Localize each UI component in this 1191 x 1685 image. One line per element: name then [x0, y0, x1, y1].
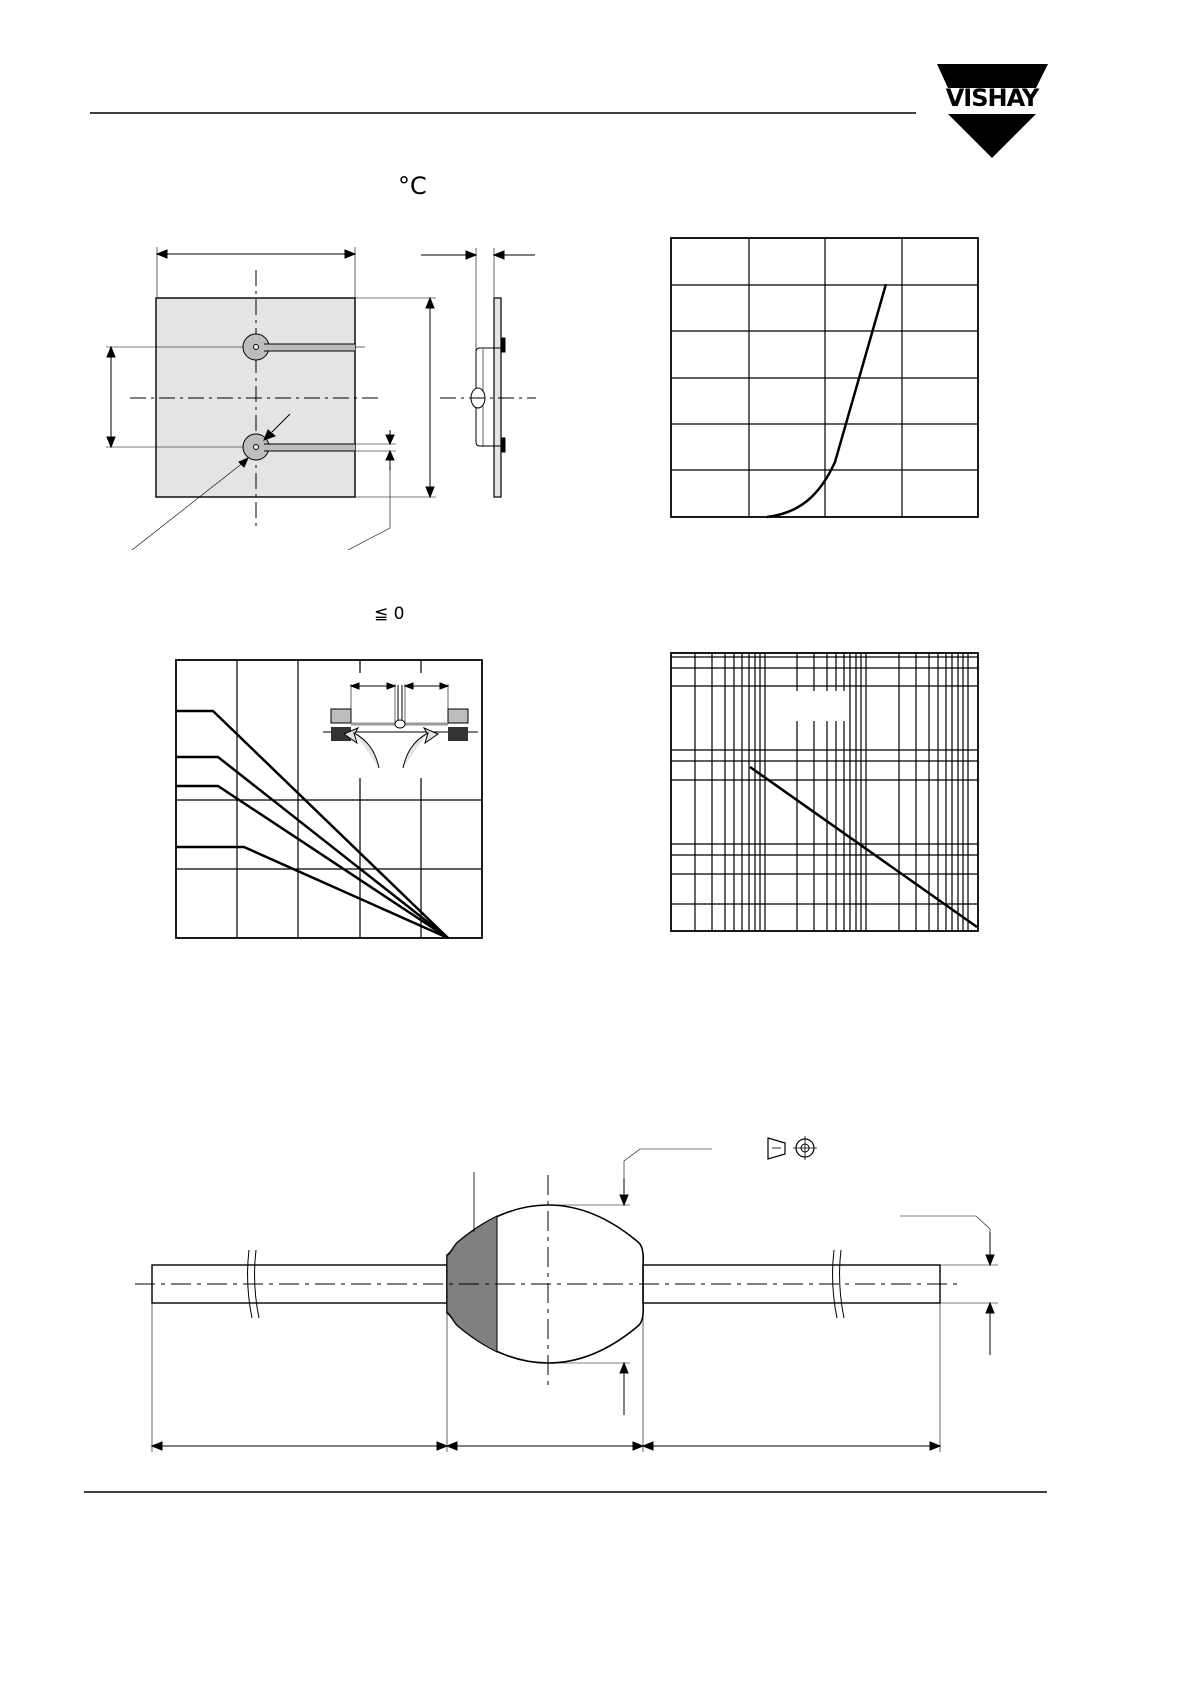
pcb-side-view	[421, 248, 536, 497]
chart-3-line	[750, 767, 977, 927]
condition-label: ≦ 0	[374, 604, 405, 624]
temperature-unit-label: °C	[398, 172, 427, 200]
chart-3	[671, 653, 978, 931]
component-outline-drawing	[135, 1136, 998, 1452]
chart-1-curve	[767, 284, 886, 517]
brand-logo-text: VISHAY	[945, 84, 1039, 112]
chart-2	[176, 660, 482, 938]
chart-3-inset	[766, 691, 848, 721]
pcb-board-drawing	[106, 247, 436, 550]
chart-1	[671, 238, 978, 517]
chart-1-grid	[671, 238, 978, 517]
